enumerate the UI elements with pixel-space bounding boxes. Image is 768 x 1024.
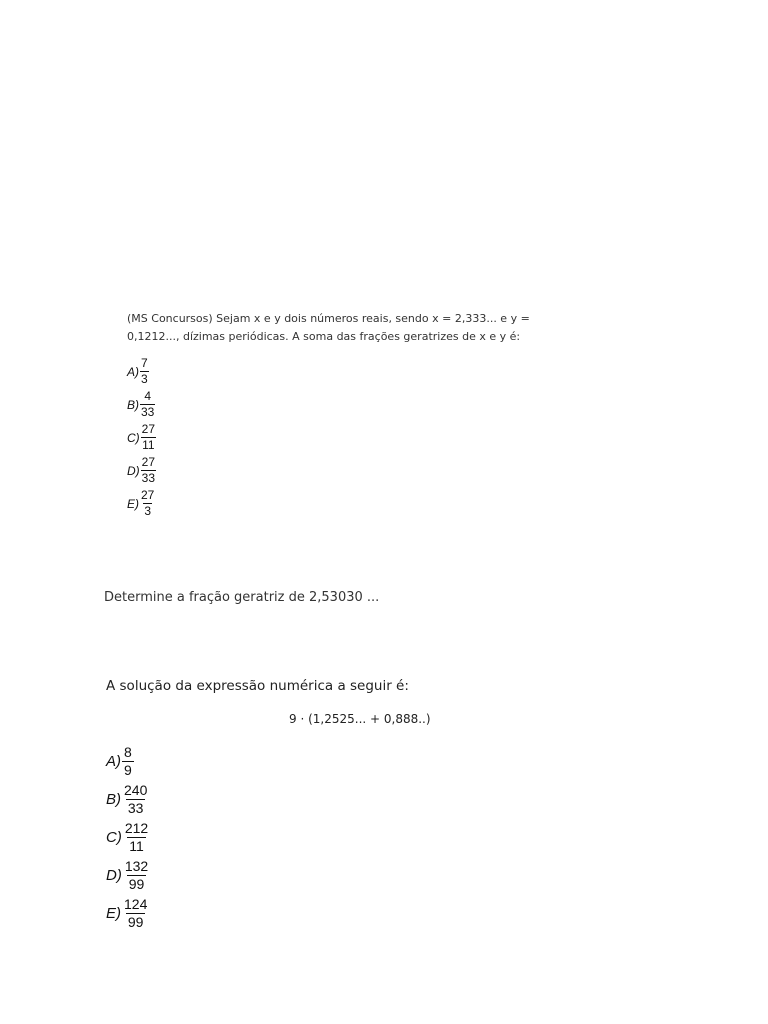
fraction-denominator: 33 [127, 799, 144, 816]
option-letter: B) [127, 397, 139, 412]
option-letter: A) [127, 364, 139, 379]
fraction-numerator: 240 [124, 781, 148, 798]
option-fraction [122, 783, 149, 816]
question-1-options [127, 355, 551, 520]
option-fraction [140, 357, 149, 386]
question-1-statement [127, 310, 551, 346]
numeric-expression: 9 · (1,2525... + 0,888..) [289, 712, 431, 726]
question-3-option-d [106, 856, 150, 894]
fraction-numerator: 212 [124, 819, 149, 836]
question-3-statement: A solução da expressão numérica a seguir é: [106, 678, 409, 694]
option-fraction [122, 897, 149, 930]
fraction-denominator: 33 [141, 471, 156, 485]
fraction-denominator: 11 [142, 438, 155, 452]
fraction-numerator: 124 [124, 895, 148, 912]
option-fraction [123, 821, 150, 854]
option-letter: D) [106, 866, 122, 884]
question-1-option-d [127, 454, 551, 487]
question-1-statement-line-2: 0,1212..., dízimas periódicas. A soma das frações geratrizes de x e y é: [127, 330, 521, 343]
fraction-denominator: 3 [141, 372, 148, 386]
question-1 [127, 310, 551, 520]
option-letter: C) [127, 430, 140, 445]
option-letter: E) [106, 904, 121, 922]
option-letter: C) [106, 828, 122, 846]
fraction-numerator: 4 [144, 389, 152, 403]
option-letter: D) [127, 463, 140, 478]
option-letter: B) [106, 790, 121, 808]
fraction-denominator: 9 [124, 761, 132, 778]
option-letter: E) [127, 496, 139, 511]
question-3-option-a [106, 742, 150, 780]
question-2 [104, 590, 379, 605]
fraction-numerator: 27 [141, 422, 156, 436]
option-fraction [123, 859, 150, 892]
question-1-option-e [127, 487, 551, 520]
question-3-options [106, 742, 150, 932]
question-1-option-b [127, 388, 551, 421]
fraction-numerator: 27 [141, 488, 155, 502]
question-2-statement: Determine a fração geratriz de 2,53030 ... [104, 590, 380, 605]
question-3-option-c [106, 818, 150, 856]
option-letter: A) [106, 752, 121, 770]
fraction-denominator: 33 [141, 405, 155, 419]
question-1-option-a [127, 355, 551, 388]
option-fraction [140, 390, 155, 419]
option-fraction [141, 456, 156, 485]
fraction-denominator: 3 [144, 504, 152, 518]
fraction-numerator: 8 [124, 743, 132, 760]
option-fraction [141, 423, 156, 452]
fraction-numerator: 7 [141, 356, 148, 370]
fraction-denominator: 11 [129, 837, 144, 854]
fraction-numerator: 132 [124, 857, 149, 874]
question-1-option-c [127, 421, 551, 454]
question-3-option-e [106, 894, 150, 932]
option-fraction [140, 489, 155, 518]
question-1-statement-line-1: (MS Concursos) Sejam x e y dois números reais, sendo x = 2,333... e y = [127, 312, 530, 325]
fraction-denominator: 99 [127, 913, 144, 930]
question-3 [106, 678, 626, 930]
option-fraction [122, 745, 134, 778]
fraction-numerator: 27 [141, 455, 156, 469]
fraction-denominator: 99 [128, 875, 145, 892]
question-3-option-b [106, 780, 150, 818]
